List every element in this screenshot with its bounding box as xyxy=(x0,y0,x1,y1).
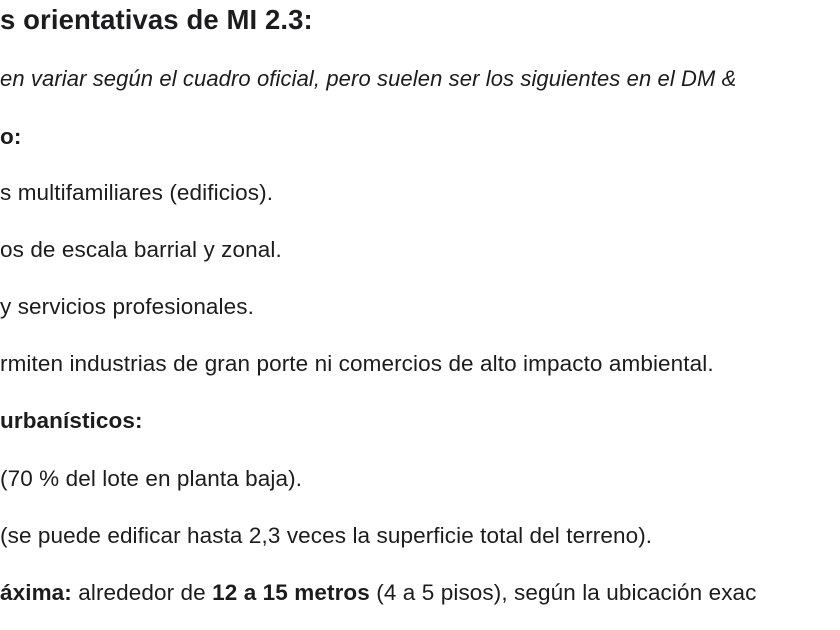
max-height-value: 12 a 15 metros xyxy=(212,580,370,605)
section-title: s orientativas de MI 2.3: xyxy=(0,4,313,35)
intro-paragraph: en variar según el cuadro oficial, pero suelen ser los siguientes en el DM & xyxy=(0,66,737,91)
uses-heading: o: xyxy=(0,124,22,149)
list-item-commerce: os de escala barrial y zonal. xyxy=(0,237,282,262)
list-item-cus: (se puede edificar hasta 2,3 veces la superficie total del terreno). xyxy=(0,523,653,548)
list-item-services: y servicios profesionales. xyxy=(0,294,254,319)
list-item-cos: (70 % del lote en planta baja). xyxy=(0,466,303,491)
params-heading: urbanísticos: xyxy=(0,408,143,433)
max-height-label: áxima: xyxy=(0,580,72,605)
max-height-text-after: (4 a 5 pisos), según la ubicación exac xyxy=(369,580,757,605)
list-item-housing: s multifamiliares (edificios). xyxy=(0,180,274,205)
max-height-text-before: alrededor de xyxy=(71,580,213,605)
list-item-restrictions: rmiten industrias de gran porte ni comercios de alto impacto ambiental. xyxy=(0,351,714,376)
list-item-max-height xyxy=(0,578,840,608)
